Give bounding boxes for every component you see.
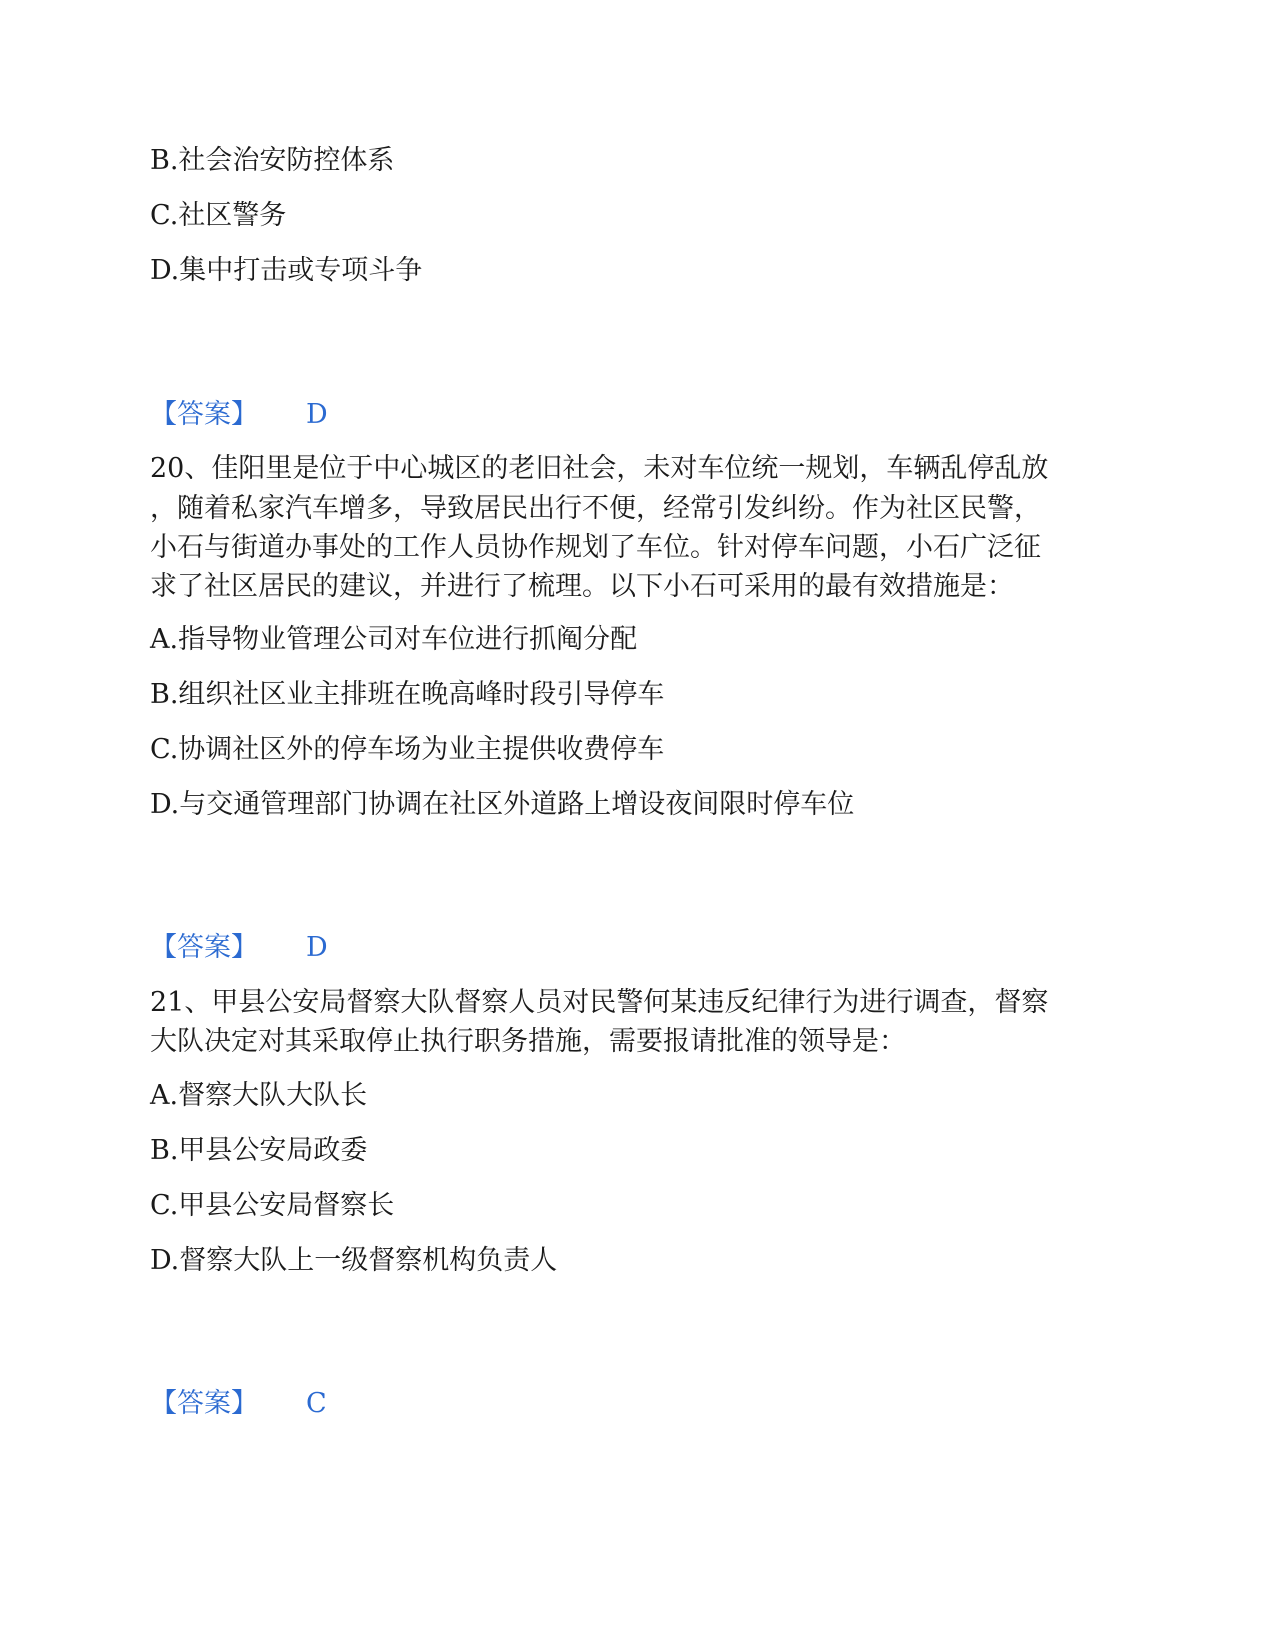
q20-question-line-4: 求了社区居民的建议，并进行了梳理。以下小石可采用的最有效措施是： (150, 571, 1014, 602)
q21-option-c: C.甲县公安局督察长 (150, 1190, 395, 1221)
q21-option-d: D.督察大队上一级督察机构负责人 (150, 1245, 558, 1276)
answer-value: C (306, 1388, 327, 1419)
answer-label: 【答案】 (150, 932, 258, 963)
q21-option-a: A.督察大队大队长 (150, 1080, 368, 1111)
answer-label: 【答案】 (150, 1388, 258, 1419)
q20-answer (150, 928, 328, 968)
answer-value: D (306, 399, 328, 430)
q20-option-c: C.协调社区外的停车场为业主提供收费停车 (150, 734, 665, 765)
q20-option-b: B.组织社区业主排班在晚高峰时段引导停车 (150, 679, 665, 710)
q20-question-line-1: 20、佳阳里是位于中心城区的老旧社会，未对车位统一规划，车辆乱停乱放 (150, 453, 1049, 484)
q20-question-line-2: ，随着私家汽车增多，导致居民出行不便，经常引发纠纷。作为社区民警， (150, 493, 1041, 524)
q20-option-a: A.指导物业管理公司对车位进行抓阄分配 (150, 624, 638, 655)
q21-answer (150, 1384, 327, 1424)
answer-value: D (306, 932, 328, 963)
q19-option-c: C.社区警务 (150, 200, 287, 231)
answer-label: 【答案】 (150, 399, 258, 430)
q19-option-d: D.集中打击或专项斗争 (150, 255, 423, 286)
q19-answer (150, 395, 328, 435)
q21-option-b: B.甲县公安局政委 (150, 1135, 368, 1166)
q20-question-line-3: 小石与街道办事处的工作人员协作规划了车位。针对停车问题，小石广泛征 (150, 532, 1041, 563)
q20-option-d: D.与交通管理部门协调在社区外道路上增设夜间限时停车位 (150, 789, 855, 820)
q21-question-line-1: 21、甲县公安局督察大队督察人员对民警何某违反纪律行为进行调查，督察 (150, 987, 1049, 1018)
q21-question-line-2: 大队决定对其采取停止执行职务措施，需要报请批准的领导是： (150, 1026, 906, 1057)
q19-option-b: B.社会治安防控体系 (150, 145, 395, 176)
